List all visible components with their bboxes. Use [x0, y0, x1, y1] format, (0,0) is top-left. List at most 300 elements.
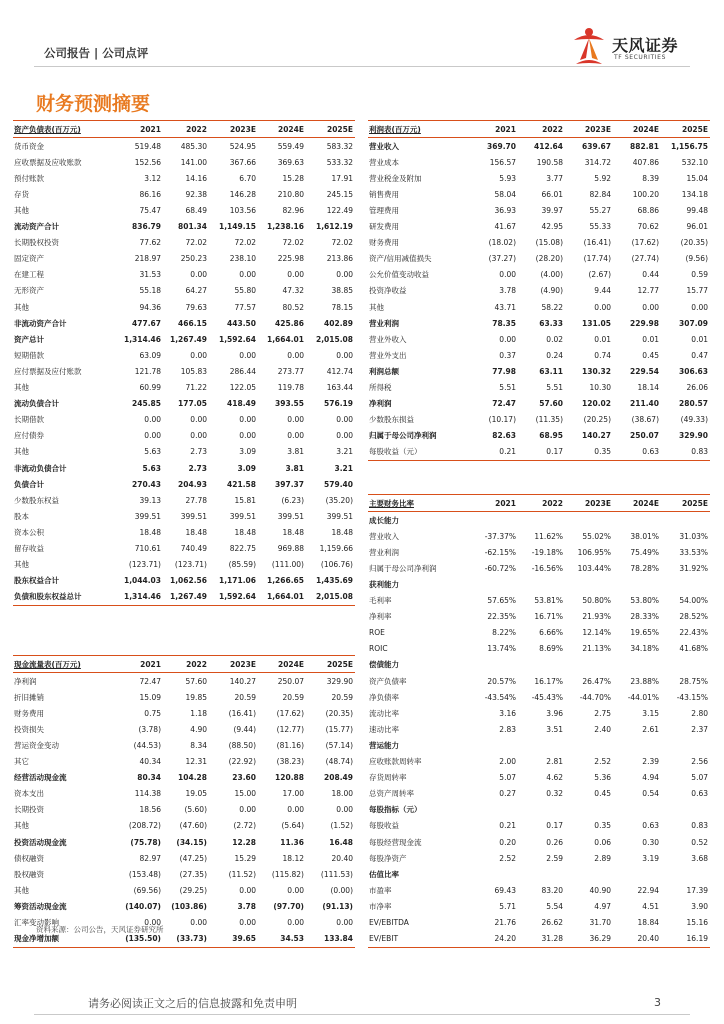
row-value: (35.20) [325, 495, 353, 505]
row-value: 0.00 [144, 431, 161, 441]
row-value: 1,592.64 [218, 334, 256, 344]
table-row [13, 540, 355, 556]
row-value: 1,044.03 [123, 576, 161, 586]
row-value: (4.90) [540, 286, 563, 296]
table-title: 利润表(百万元) [368, 121, 474, 138]
table-row [368, 786, 710, 802]
row-label: EV/EBITDA [369, 917, 409, 927]
row-value: 1,267.49 [163, 589, 209, 606]
row-value: 3.09 [239, 447, 256, 457]
table-row [13, 331, 355, 347]
row-value: 106.95% [577, 547, 611, 557]
table-row [13, 802, 355, 818]
table-row [13, 786, 355, 802]
row-value: (49.33) [680, 415, 708, 425]
table-row [368, 186, 710, 202]
row-label: 存货周转率 [369, 773, 407, 783]
row-value: 75.47 [139, 206, 161, 216]
row-value: 39.97 [541, 206, 563, 216]
table-row [368, 331, 710, 347]
row-value: 399.51 [134, 511, 161, 521]
table-row [13, 444, 355, 460]
table-row [13, 363, 355, 379]
row-value: 0.00 [144, 415, 161, 425]
row-value: 131.05 [582, 318, 611, 328]
row-value: 20.59 [234, 692, 256, 702]
row-value [474, 512, 518, 529]
row-value: 3.78 [237, 901, 256, 911]
row-value: 213.86 [326, 254, 353, 264]
row-label: 少数股东权益 [14, 495, 59, 505]
table-row [368, 882, 710, 898]
table-row [13, 882, 355, 898]
row-value: 0.45 [642, 350, 659, 360]
row-value: 20.59 [282, 692, 304, 702]
row-value: 58.22 [541, 302, 563, 312]
table-header-row [368, 121, 710, 138]
row-value: (111.53) [320, 869, 353, 879]
table-row [368, 315, 710, 331]
row-value: 68.95 [539, 431, 563, 441]
row-value: 5.07 [499, 773, 516, 783]
row-label: 非流动负债合计 [14, 463, 67, 473]
row-value: 2.61 [642, 724, 659, 734]
row-label: 归属于母公司净利润 [369, 431, 437, 441]
row-value: 225.98 [277, 254, 304, 264]
row-value: 0.00 [336, 431, 353, 441]
row-value: 53.80% [630, 596, 659, 606]
row-value: 6.66% [539, 628, 563, 638]
row-value [565, 737, 613, 753]
year-header: 2022 [163, 656, 209, 673]
row-label: 预付账款 [14, 173, 44, 183]
row-value: 4.90 [190, 724, 207, 734]
row-label: 总资产周转率 [369, 789, 414, 799]
row-value: 31.70 [589, 917, 611, 927]
row-label: 管理费用 [369, 206, 399, 216]
row-value: 53.81% [534, 596, 563, 606]
row-value: 477.67 [132, 318, 161, 328]
row-value: 2.59 [546, 853, 563, 863]
table-row [368, 544, 710, 560]
row-label: 无形资产 [14, 286, 44, 296]
row-value: 26.62 [541, 917, 563, 927]
table-row [368, 363, 710, 379]
row-label: 市盈率 [369, 885, 392, 895]
row-value: 26.47% [582, 676, 611, 686]
row-value: 3.81 [285, 463, 304, 473]
row-value: 96.01 [686, 222, 708, 232]
row-label: 长期股权投资 [14, 238, 59, 248]
row-value: 141.00 [180, 157, 207, 167]
row-label: 应收账款周转率 [369, 757, 422, 767]
table-row [13, 219, 355, 235]
row-label: 归属于母公司净利润 [369, 563, 437, 573]
row-label: 成长能力 [369, 515, 399, 525]
row-value: 0.00 [499, 334, 516, 344]
row-value: 2.39 [642, 757, 659, 767]
row-value: 23.60 [232, 773, 256, 783]
row-value: 63.09 [139, 350, 161, 360]
row-value [518, 737, 565, 753]
row-value: 0.26 [546, 837, 563, 847]
year-header: 2025E [306, 121, 355, 138]
row-value: 16.19 [661, 931, 710, 948]
row-value: -60.72% [484, 563, 516, 573]
row-value: (38.23) [276, 757, 304, 767]
row-label: 其他 [14, 447, 29, 457]
table-row [368, 235, 710, 251]
row-value: 0.00 [287, 805, 304, 815]
row-value [518, 576, 565, 592]
row-value: 20.40 [613, 931, 661, 948]
row-value: (47.25) [179, 853, 207, 863]
table-row [13, 283, 355, 299]
row-value: 13.74% [487, 644, 516, 654]
row-label: 每股净资产 [369, 853, 407, 863]
row-value: 583.32 [326, 141, 353, 151]
table-header-row [13, 656, 355, 673]
row-label: 每股收益 [369, 821, 399, 831]
row-value: (5.64) [281, 821, 304, 831]
table-row [13, 573, 355, 589]
row-value: (18.02) [488, 238, 516, 248]
row-value: 0.24 [546, 350, 563, 360]
year-header: 2021 [117, 656, 163, 673]
table-row [13, 267, 355, 283]
table-row [13, 186, 355, 202]
row-value: 801.34 [178, 222, 207, 232]
row-value: 16.17% [534, 676, 563, 686]
row-value: 1,149.15 [218, 222, 256, 232]
row-value: 156.57 [489, 157, 516, 167]
row-value: (20.35) [325, 708, 353, 718]
row-value: 15.04 [686, 173, 708, 183]
row-label: ROE [369, 628, 385, 638]
row-value: 24.20 [474, 931, 518, 948]
row-value: 152.56 [134, 157, 161, 167]
table-row [13, 705, 355, 721]
table-title: 现金流量表(百万元) [13, 656, 117, 673]
row-value: 18.56 [139, 805, 161, 815]
row-value: 2,015.08 [306, 589, 355, 606]
row-value: 18.48 [282, 527, 304, 537]
row-label: 其他 [14, 885, 29, 895]
row-value: 18.00 [331, 789, 353, 799]
row-value [661, 657, 710, 673]
row-value: 134.18 [681, 189, 708, 199]
row-value: 0.00 [144, 918, 161, 928]
row-label: 应收票据及应收账款 [14, 157, 82, 167]
row-value: 18.12 [282, 853, 304, 863]
row-value: (69.56) [133, 885, 161, 895]
row-value: 245.15 [326, 189, 353, 199]
row-label: 流动负债合计 [14, 399, 59, 409]
row-value: (44.53) [133, 741, 161, 751]
row-value: 740.49 [180, 543, 207, 553]
row-label: 营业外收入 [369, 334, 407, 344]
row-value: -43.54% [484, 692, 516, 702]
row-value: (88.50) [228, 741, 256, 751]
row-label: 其他 [14, 383, 29, 393]
row-value: 17.91 [331, 173, 353, 183]
row-value [565, 657, 613, 673]
row-value [565, 866, 613, 882]
row-value: 57.65% [487, 596, 516, 606]
row-label: 营业外支出 [369, 350, 407, 360]
row-value: 0.00 [190, 270, 207, 280]
row-value: 208.49 [324, 773, 353, 783]
table-row [13, 251, 355, 267]
row-label: 营业利润 [369, 318, 399, 328]
row-value: 72.02 [331, 238, 353, 248]
row-label: 存货 [14, 189, 29, 199]
row-value: 3.15 [642, 708, 659, 718]
year-header: 2025E [306, 656, 355, 673]
row-value: 68.86 [637, 206, 659, 216]
row-value: 31.92% [679, 563, 708, 573]
row-label: 营运资金变动 [14, 741, 59, 751]
table-row [368, 754, 710, 770]
row-value: 40.90 [589, 885, 611, 895]
row-value [518, 512, 565, 529]
table-row [368, 931, 710, 948]
table-row [13, 202, 355, 218]
row-label: 股本 [14, 511, 29, 521]
footer-divider [34, 1014, 690, 1015]
row-label: 销售费用 [369, 189, 399, 199]
row-value: 418.49 [227, 399, 256, 409]
row-value: 72.02 [282, 238, 304, 248]
row-value [565, 802, 613, 818]
row-value: 369.70 [487, 141, 516, 151]
year-header: 2025E [661, 495, 710, 512]
table-row [368, 219, 710, 235]
row-value: 100.20 [632, 189, 659, 199]
income-statement-table [368, 120, 710, 461]
table-row [13, 589, 355, 606]
row-value: (85.59) [228, 560, 256, 570]
row-value: 836.79 [132, 222, 161, 232]
row-value: 397.37 [275, 479, 304, 489]
row-value: 0.06 [594, 837, 611, 847]
row-value: (0.00) [330, 885, 353, 895]
row-label: 资产总计 [14, 334, 44, 344]
row-value: 5.54 [546, 901, 563, 911]
row-value: 229.54 [630, 366, 659, 376]
row-value: -44.01% [627, 692, 659, 702]
row-value: 0.00 [594, 302, 611, 312]
row-value: 0.59 [691, 270, 708, 280]
row-value: 0.00 [336, 805, 353, 815]
row-value: 14.16 [185, 173, 207, 183]
row-value: 177.05 [178, 399, 207, 409]
row-value: 23.88% [630, 676, 659, 686]
row-value: 122.49 [326, 206, 353, 216]
row-value: 369.63 [277, 157, 304, 167]
table-row [13, 299, 355, 315]
row-value: 0.00 [336, 415, 353, 425]
row-value: 72.02 [185, 238, 207, 248]
row-value: 10.30 [589, 383, 611, 393]
row-value: 70.62 [637, 222, 659, 232]
row-value: 68.49 [185, 206, 207, 216]
year-header: 2021 [474, 495, 518, 512]
table-row [13, 689, 355, 705]
row-label: 经营活动现金流 [14, 773, 67, 783]
table-title: 资产负债表(百万元) [13, 121, 117, 138]
row-value: 306.63 [679, 366, 708, 376]
row-label: 每股指标（元） [369, 805, 422, 815]
row-value: 969.88 [277, 543, 304, 553]
table-row [368, 396, 710, 412]
source-note: 资料来源：公司公告，天风证券研究所 [36, 925, 164, 934]
row-value: 190.58 [536, 157, 563, 167]
table-row [368, 560, 710, 576]
row-value: 0.35 [565, 444, 613, 461]
table-row [13, 834, 355, 850]
table-row [13, 396, 355, 412]
row-value: 121.78 [134, 366, 161, 376]
row-value: 314.72 [584, 157, 611, 167]
table-row [13, 476, 355, 492]
row-value: 4.94 [642, 773, 659, 783]
row-value: 16.71% [534, 612, 563, 622]
row-value: 0.02 [546, 334, 563, 344]
row-value: 1,238.16 [266, 222, 304, 232]
row-value: 0.20 [499, 837, 516, 847]
row-value: 2.56 [691, 757, 708, 767]
row-value: 77.57 [234, 302, 256, 312]
year-header: 2021 [117, 121, 163, 138]
row-value: (140.07) [125, 901, 161, 911]
table-row [368, 380, 710, 396]
row-value: (17.74) [583, 254, 611, 264]
year-header: 2025E [661, 121, 710, 138]
row-value: 8.39 [642, 173, 659, 183]
row-value: 0.17 [546, 821, 563, 831]
row-value: 421.58 [227, 479, 256, 489]
row-value: 122.05 [229, 383, 256, 393]
row-value: 218.97 [134, 254, 161, 264]
row-value: 140.27 [229, 676, 256, 686]
row-value: 329.90 [679, 431, 708, 441]
row-value: 822.75 [229, 543, 256, 553]
row-value: 250.07 [277, 676, 304, 686]
row-value: 0.00 [239, 431, 256, 441]
row-value: 2.73 [188, 463, 207, 473]
row-value: 579.40 [324, 479, 353, 489]
row-label: 投资损失 [14, 724, 44, 734]
row-value: 3.81 [287, 447, 304, 457]
table-row [13, 770, 355, 786]
row-label: 其他 [14, 821, 29, 831]
row-value: (12.77) [276, 724, 304, 734]
row-value: 120.02 [582, 399, 611, 409]
row-label: 营业税金及附加 [369, 173, 422, 183]
row-label: 长期借款 [14, 415, 44, 425]
table-row [368, 850, 710, 866]
row-value: (123.71) [174, 560, 207, 570]
row-value [518, 802, 565, 818]
row-value: (153.48) [128, 869, 161, 879]
row-value [613, 576, 661, 592]
row-value: (6.23) [281, 495, 304, 505]
row-value: 71.22 [185, 383, 207, 393]
row-value: 55.02% [582, 531, 611, 541]
row-value: 2.73 [190, 447, 207, 457]
row-value: 78.15 [331, 302, 353, 312]
row-value: -19.18% [531, 547, 563, 557]
row-value: 1,314.46 [117, 589, 163, 606]
row-value: 86.16 [139, 189, 161, 199]
row-label: 净利率 [369, 612, 392, 622]
row-value: 0.75 [144, 708, 161, 718]
row-value: 21.93% [582, 612, 611, 622]
row-value: 399.51 [180, 511, 207, 521]
row-value: 15.29 [234, 853, 256, 863]
row-value: 120.88 [275, 773, 304, 783]
row-value: 2,015.08 [315, 334, 353, 344]
row-value: (3.78) [138, 724, 161, 734]
row-value: 39.13 [139, 495, 161, 505]
row-value: 882.81 [630, 141, 659, 151]
table-row [13, 347, 355, 363]
row-value: 77.98 [492, 366, 516, 376]
row-value: 399.51 [326, 511, 353, 521]
row-value: 75.49% [630, 547, 659, 557]
row-value: 103.56 [229, 206, 256, 216]
row-label: 毛利率 [369, 596, 392, 606]
row-value: 80.52 [282, 302, 304, 312]
row-value: 0.30 [642, 837, 659, 847]
table-row [368, 673, 710, 689]
row-label: 应付票据及应付账款 [14, 366, 82, 376]
row-value: 0.01 [594, 334, 611, 344]
row-value: (16.41) [228, 708, 256, 718]
row-value: (34.15) [176, 837, 207, 847]
row-value: 0.27 [499, 789, 516, 799]
table-row [368, 802, 710, 818]
table-row [13, 508, 355, 524]
row-value: 78.28% [630, 563, 659, 573]
row-value: (47.60) [179, 821, 207, 831]
table-row [368, 267, 710, 283]
row-value: 0.00 [190, 431, 207, 441]
row-value: 19.85 [185, 692, 207, 702]
row-value: 83.20 [541, 885, 563, 895]
table-row [368, 202, 710, 218]
row-value: 559.49 [277, 141, 304, 151]
row-value: 0.01 [691, 334, 708, 344]
row-label: 流动比率 [369, 708, 399, 718]
row-value [474, 657, 518, 673]
row-value: 5.36 [594, 773, 611, 783]
row-value: 8.69% [539, 644, 563, 654]
table-row [368, 154, 710, 170]
row-value: 466.15 [178, 318, 207, 328]
row-value: 146.28 [229, 189, 256, 199]
row-value: 104.28 [178, 773, 207, 783]
row-value: 31.53 [139, 270, 161, 280]
table-row [368, 898, 710, 914]
table-row [368, 251, 710, 267]
row-value: 3.09 [237, 463, 256, 473]
row-value: 0.00 [642, 302, 659, 312]
year-header: 2024E [613, 495, 661, 512]
row-value: 3.12 [144, 173, 161, 183]
row-value: 2.37 [691, 724, 708, 734]
